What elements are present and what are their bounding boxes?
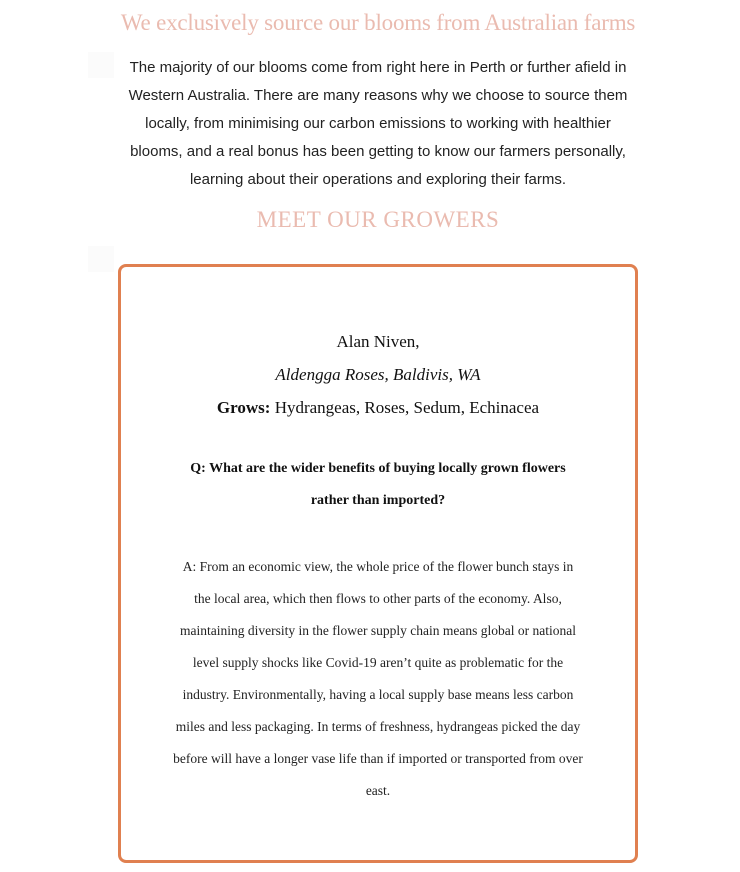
grower-info xyxy=(121,325,635,424)
grower-farm: Aldengga Roses, Baldivis, WA xyxy=(275,365,481,384)
decorative-placeholder xyxy=(88,246,114,272)
interview-question: Q: What are the wider benefits of buying locally grown flowers rather than imported? xyxy=(190,461,566,508)
grower-card xyxy=(118,264,638,863)
grows-value: Hydrangeas, Roses, Sedum, Echinacea xyxy=(270,398,540,417)
grower-name: Alan Niven, xyxy=(336,332,420,351)
grows-label: Grows: xyxy=(216,398,271,417)
meet-growers-heading: MEET OUR GROWERS xyxy=(256,207,500,232)
section-headline: We exclusively source our blooms from Australian farms xyxy=(120,10,636,35)
intro-paragraph: The majority of our blooms come from right here in Perth or further afield in Western Australia. There are many reasons why we choose to source them locally, from minimising our carbon emissions to working with healthier blooms, and a real bonus has been getting to know our farmers personally, learning about their operations and exploring their farms. xyxy=(128,59,628,188)
grower-grows xyxy=(121,391,635,424)
interview-answer: A: From an economic view, the whole price of the flower bunch stays in the local area, which then flows to other parts of the economy. Also, maintaining diversity in the flower supply chain means global or national level supply shocks like Covid-19 aren’t quite as problematic for the industry. Environmentally, having a local supply base means less carbon miles and less packaging. In terms of freshness, hydrangeas picked the day before will have a longer vase life than if imported or transported from over east. xyxy=(173,559,583,798)
decorative-placeholder xyxy=(88,52,114,78)
